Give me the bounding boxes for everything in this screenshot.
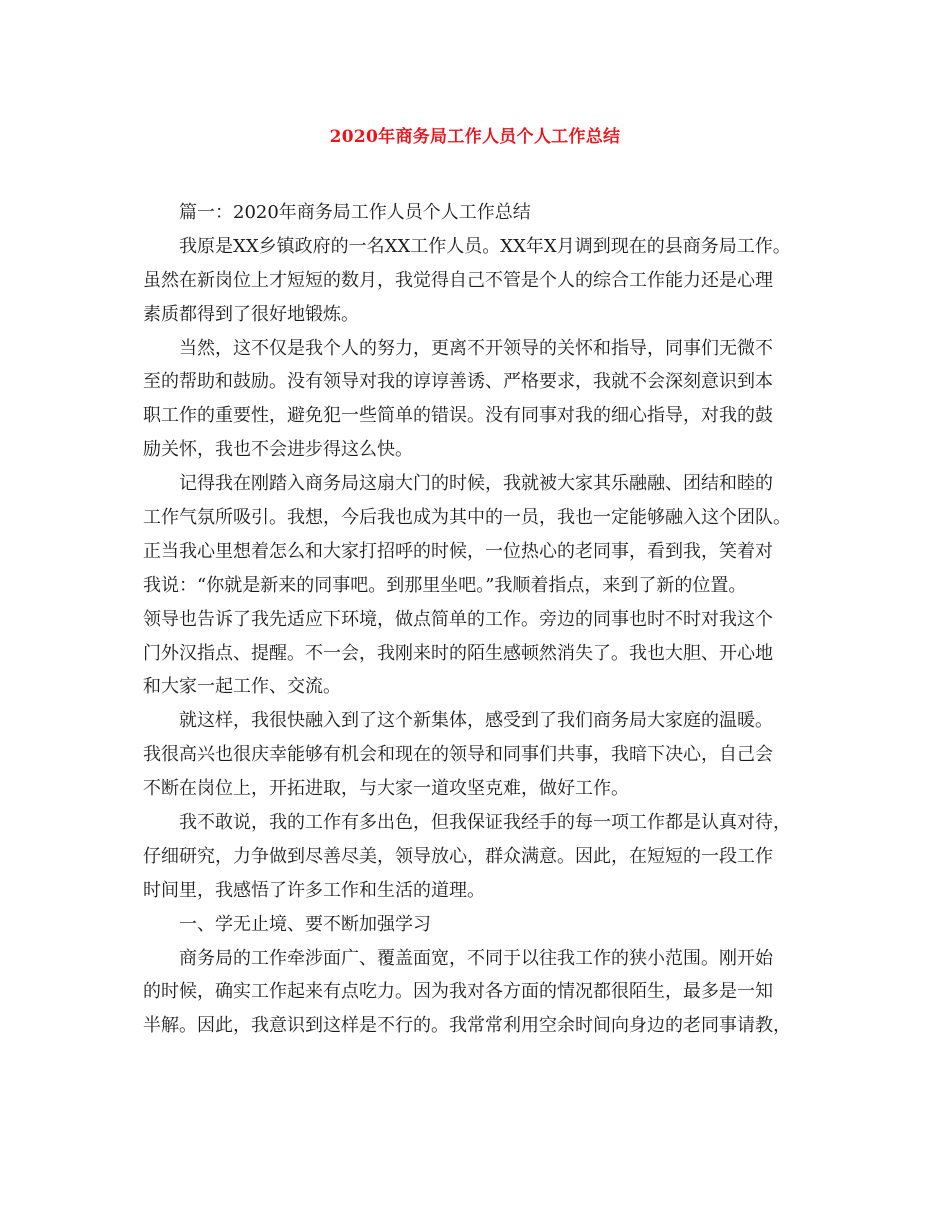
text-line: 至的帮助和鼓励。没有领导对我的谆谆善诱、严格要求，我就不会深刻意识到本: [143, 371, 773, 393]
text-line: 门外汉指点、提醒。不一会，我刚来时的陌生感顿然消失了。我也大胆、开心地: [143, 642, 773, 664]
text-line: 一、学无止境、要不断加强学习: [179, 913, 431, 935]
text-line: 半解。因此，我意识到这样是不行的。我常常利用空余时间向身边的老同事请教，: [143, 1015, 791, 1037]
text-line: 我原是XX乡镇政府的一名XX工作人员。XX年X月调到现在的县商务局工作。: [179, 235, 791, 257]
document-title: 2020年商务局工作人员个人工作总结: [329, 127, 621, 147]
text-line: 当然，这不仅是我个人的努力，更离不开领导的关怀和指导，同事们无微不: [179, 337, 773, 359]
text-line: 我很高兴也很庆幸能够有机会和现在的领导和同事们共事，我暗下决心，自己会: [143, 744, 773, 766]
text-line: 时间里，我感悟了许多工作和生活的道理。: [143, 879, 485, 901]
text-line: 篇一：2020年商务局工作人员个人工作总结: [179, 202, 531, 223]
text-line: 素质都得到了很好地锻炼。: [143, 303, 359, 325]
text-line: 商务局的工作牵涉面广、覆盖面宽，不同于以往我工作的狭小范围。刚开始: [179, 947, 773, 969]
text-line: 的时候，确实工作起来有点吃力。因为我对各方面的情况都很陌生，最多是一知: [143, 981, 773, 1003]
text-line: 虽然在新岗位上才短短的数月，我觉得自己不管是个人的综合工作能力还是心理: [143, 269, 773, 291]
text-line: 工作气氛所吸引。我想，今后我也成为其中的一员，我也一定能够融入这个团队。: [143, 507, 791, 529]
text-line: 我不敢说，我的工作有多出色，但我保证我经手的每一项工作都是认真对待，: [179, 812, 791, 834]
text-line: 仔细研究，力争做到尽善尽美，领导放心，群众满意。因此，在短短的一段工作: [143, 845, 773, 867]
text-line: 正当我心里想着怎么和大家打招呼的时候，一位热心的老同事，看到我，笑着对: [143, 540, 773, 562]
text-line: 记得我在刚踏入商务局这扇大门的时候，我就被大家其乐融融、团结和睦的: [179, 473, 773, 495]
text-line: 我说：“你就是新来的同事吧。到那里坐吧。”我顺着指点，来到了新的位置。: [143, 574, 747, 596]
text-line: 就这样，我很快融入到了这个新集体，感受到了我们商务局大家庭的温暖。: [179, 710, 773, 732]
document-body: [143, 196, 807, 1043]
text-line: 和大家一起工作、交流。: [143, 676, 341, 698]
text-line: 领导也告诉了我先适应下环境，做点简单的工作。旁边的同事也时不时对我这个: [143, 608, 773, 630]
text-line: 不断在岗位上，开拓进取，与大家一道攻坚克难，做好工作。: [143, 778, 629, 800]
text-line: 励关怀，我也不会进步得这么快。: [143, 439, 413, 461]
text-line: 职工作的重要性，避免犯一些简单的错误。没有同事对我的细心指导，对我的鼓: [143, 405, 773, 427]
